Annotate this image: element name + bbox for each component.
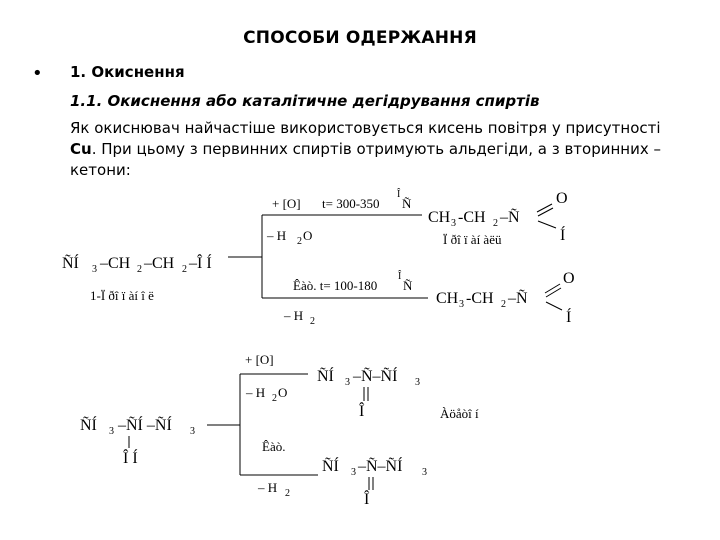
product-2-ch3: CH bbox=[436, 290, 459, 307]
product-2-h: Í bbox=[566, 309, 572, 326]
product-2-c: –Ñ bbox=[508, 290, 528, 307]
scheme-1-reagent: + [O] bbox=[272, 196, 301, 211]
slide-title: СПОСОБИ ОДЕРЖАННЯ bbox=[243, 28, 477, 48]
product-4-sub3a: 3 bbox=[351, 467, 356, 478]
reactant-1-prefix: ÑÍ bbox=[62, 255, 79, 272]
product-1-o: O bbox=[556, 190, 568, 207]
scheme-2-reagent: + [O] bbox=[245, 352, 274, 367]
product-2-double-bond-b bbox=[546, 288, 561, 297]
product-1-name: Ï ðî ï àí àëü bbox=[443, 232, 502, 247]
product-1-c: –Ñ bbox=[500, 209, 520, 226]
reactant-2-sub3b: 3 bbox=[190, 426, 195, 437]
reactant-1-oh: –Î Í bbox=[189, 255, 212, 272]
bullet-marker: • bbox=[32, 63, 43, 84]
product-2-sub3: 3 bbox=[459, 299, 464, 310]
product-3-sub3b: 3 bbox=[415, 377, 420, 388]
product-2-double-bond-a bbox=[545, 284, 560, 293]
product-4-prefix: ÑÍ bbox=[322, 458, 339, 475]
paragraph-cu: Cu bbox=[70, 140, 92, 158]
product-4-sub3b: 3 bbox=[422, 467, 427, 478]
reactant-1-sub2b: 2 bbox=[182, 264, 187, 275]
product-4-chain: –Ñ–ÑÍ bbox=[358, 458, 403, 475]
product-1-double-bond-a bbox=[537, 204, 552, 212]
scheme-1-lower-byproduct: – H bbox=[284, 308, 304, 323]
section-heading: 1. Окиснення bbox=[70, 63, 185, 81]
product-1-ch2: -CH bbox=[458, 209, 486, 226]
reactant-2-prefix: ÑÍ bbox=[80, 417, 97, 434]
reactant-1-name: 1-Ï ðî ï àí î ë bbox=[90, 288, 154, 303]
paragraph-text-2: . При цьому з первинних спиртів отримують альдегіди, а з вторинних – кетони: bbox=[70, 140, 661, 179]
scheme-2-lower-byproduct-sub: 2 bbox=[285, 488, 290, 499]
product-1-bond-h bbox=[538, 221, 556, 228]
scheme-1-lower-unit: Ñ bbox=[403, 278, 413, 293]
scheme-1-upper-byproduct-sub: 2 bbox=[297, 236, 302, 247]
product-2-ch2: -CH bbox=[466, 290, 494, 307]
product-4-o: Î bbox=[364, 491, 370, 508]
product-2-o: O bbox=[563, 270, 575, 287]
scheme-1-lower-condition: Êàò. t= 100-180 bbox=[293, 278, 378, 293]
product-3-prefix: ÑÍ bbox=[317, 368, 334, 385]
scheme-2-upper-byproduct-sub: 2 bbox=[272, 393, 277, 404]
scheme-1-upper-unit: Ñ bbox=[402, 196, 412, 211]
product-3-chain: –Ñ–ÑÍ bbox=[353, 368, 398, 385]
product-1-h: Í bbox=[560, 227, 566, 244]
reactant-1-sub3: 3 bbox=[92, 264, 97, 275]
scheme-2-lower-byproduct: – H bbox=[258, 480, 278, 495]
reactant-2-sub3a: 3 bbox=[109, 426, 114, 437]
scheme-1-upper-condition: t= 300-350 bbox=[322, 196, 380, 211]
scheme-2-upper-byproduct-tail: O bbox=[278, 385, 288, 400]
reactant-2-oh: Î Í bbox=[123, 450, 138, 467]
paragraph-text-1: Як окиснювач найчастіше використовується кисень повітря у присутності bbox=[70, 119, 661, 137]
product-3-name: Àöåòî í bbox=[440, 406, 479, 421]
scheme-2-upper-byproduct: – H bbox=[246, 385, 266, 400]
product-2-sub2: 2 bbox=[501, 299, 506, 310]
product-2-bond-h bbox=[546, 302, 562, 310]
product-1-sub3: 3 bbox=[451, 218, 456, 229]
product-3-sub3a: 3 bbox=[345, 377, 350, 388]
scheme-2 bbox=[80, 352, 479, 508]
scheme-1-upper-degree: Î bbox=[397, 189, 401, 200]
scheme-1-lower-degree: Î bbox=[398, 271, 402, 282]
scheme-1-upper-byproduct: – H bbox=[267, 228, 287, 243]
product-1-sub2: 2 bbox=[493, 218, 498, 229]
scheme-2-catalyst: Êàò. bbox=[262, 439, 286, 454]
scheme-1 bbox=[62, 188, 575, 327]
product-3-o: Î bbox=[359, 403, 365, 420]
reactant-2-chain: –ÑÍ –ÑÍ bbox=[118, 417, 172, 434]
reactant-1-ch2a: –CH bbox=[100, 255, 131, 272]
scheme-1-lower-byproduct-sub: 2 bbox=[310, 316, 315, 327]
subsection-heading: 1.1. Окиснення або каталітичне дегідрування спиртів bbox=[70, 92, 540, 110]
product-1-double-bond-b bbox=[538, 208, 553, 216]
product-1-ch3: CH bbox=[428, 209, 451, 226]
reactant-1-ch2b: –CH bbox=[144, 255, 175, 272]
scheme-1-upper-byproduct-tail: O bbox=[303, 228, 313, 243]
reactant-1-sub2a: 2 bbox=[137, 264, 142, 275]
